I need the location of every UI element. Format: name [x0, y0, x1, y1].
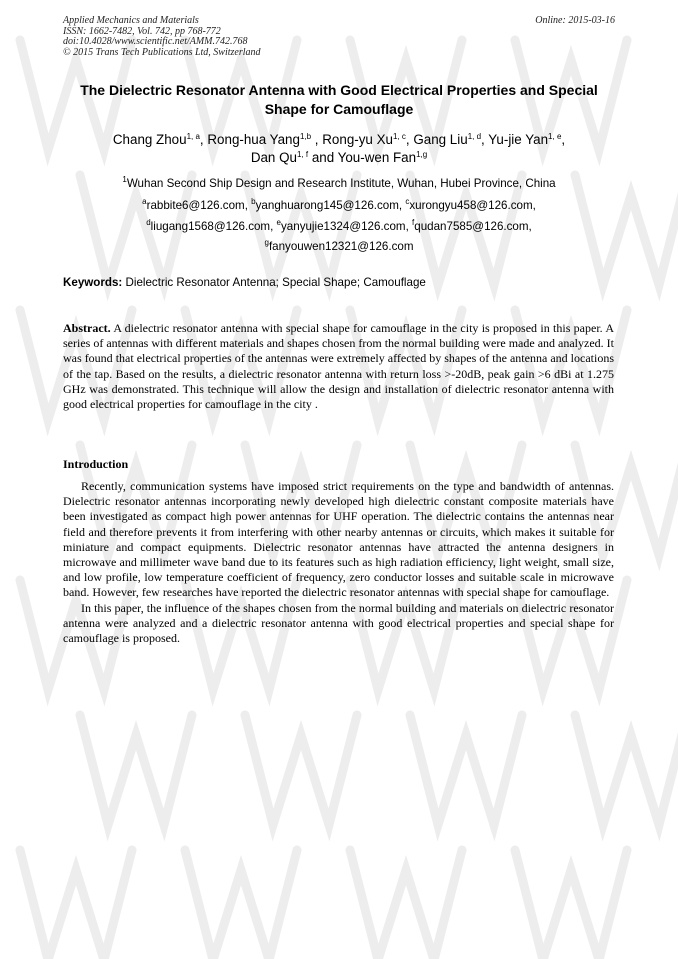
intro-paragraph: In this paper, the influence of the shapes chosen from the normal building and materials on dielectric resonator antenna were analyzed and a dielectric resonator antenna with good electrical properties and special shape for camouflage is proposed.	[63, 600, 614, 646]
email-text: qudan7585@126.com,	[414, 219, 532, 233]
watermark-stroke	[515, 850, 627, 959]
email-mark: a	[142, 197, 147, 206]
journal-name: Applied Mechanics and Materials	[63, 15, 199, 26]
author-name: Rong-yu Xu	[322, 132, 393, 147]
email-address[interactable]	[251, 199, 402, 212]
watermark-stroke	[185, 850, 297, 959]
author-affiliation-mark: 1, d	[467, 132, 482, 141]
abstract-label: Abstract.	[63, 321, 111, 335]
email-mark: c	[405, 197, 410, 206]
email-address[interactable]	[405, 199, 536, 212]
email-mark: e	[276, 217, 281, 227]
email-text: yanyujie1324@126.com,	[281, 219, 409, 233]
issn-line: ISSN: 1662-7482, Vol. 742, pp 768-772	[63, 25, 221, 37]
author-name: Yu-jie Yan	[488, 132, 549, 147]
introduction-body	[63, 479, 614, 646]
author-separator: ,	[481, 132, 489, 147]
author-list	[55, 131, 623, 167]
email-address[interactable]	[264, 240, 413, 253]
author-separator: ,	[405, 132, 414, 147]
section-heading-introduction: Introduction	[63, 457, 129, 471]
email-text: xurongyu458@126.com,	[409, 199, 536, 212]
paper-title: The Dielectric Resonator Antenna with Good Electrical Properties and Special Shape for Camouflage	[80, 82, 598, 117]
author-affiliation-mark: 1, f	[296, 150, 309, 159]
watermark-stroke	[350, 850, 462, 959]
email-text: fanyouwen12321@126.com	[268, 240, 414, 254]
email-list	[63, 196, 615, 258]
keywords	[63, 275, 615, 290]
email-row	[63, 237, 615, 258]
email-mark: b	[251, 197, 256, 206]
online-date: Online: 2015-03-16	[535, 15, 615, 26]
email-address[interactable]	[146, 217, 274, 233]
keywords-label: Keywords:	[63, 276, 123, 289]
watermark-stroke	[20, 850, 132, 959]
watermark-stroke	[575, 715, 678, 825]
watermark-stroke	[245, 715, 357, 825]
intro-paragraph: Recently, communication systems have imposed strict requirements on the type and bandwidth of antennas. Dielectric resonator antennas incorporating newly developed high dielectric constant composite materials have been investigated as compact high power antennas for UHF operation. The dielectric contains the antennas near field and therefore prevents it from interfering with other nearby antennas or circuits, which makes it suitable for miniature and compact equipments. Dielectric resonator antennas have attracted the antenna designers in microwave and millimeter wave band due to its features such as high radiation efficiency, light weight, small size, and low profile, low temperature coefficient of frequency, zero conductor losses and suitable scale in microwave band. However, few researches have reported the dielectric resonator antennas with special shape for camouflage.	[63, 479, 614, 600]
email-text: yanghuarong145@126.com,	[255, 199, 403, 212]
author-affiliation-mark: 1, a	[186, 132, 200, 141]
author-separator: ,	[199, 132, 208, 147]
author-affiliation-mark: 1, e	[548, 132, 562, 141]
author-affiliation-mark: 1,b	[299, 132, 312, 141]
author-separator: ,	[561, 132, 566, 147]
author-name: Chang Zhou	[112, 132, 187, 147]
email-row	[63, 217, 615, 238]
email-address[interactable]	[142, 199, 248, 212]
email-address[interactable]	[412, 217, 532, 233]
email-address[interactable]	[276, 217, 409, 233]
email-mark: g	[264, 238, 269, 248]
author-name: You-wen Fan	[337, 150, 417, 165]
affiliation	[63, 176, 615, 191]
copyright-line: © 2015 Trans Tech Publications Ltd, Switzerland	[63, 46, 261, 58]
abstract-text: A dielectric resonator antenna with special shape for camouflage in the city is proposed in this paper. A series of antennas with different materials and shapes chosen from the normal building were made and analyzed. It was found that electrical properties of the antennas were extremely affected by shapes of the antenna and locations of the tap. Based on the results, a dielectric resonator antenna with return loss >-20dB, peak gain >6 dBi at 1.275 GHz was demonstrated. This technique will allow the design and installation of dielectric resonator antenna with good electrical properties for camouflage in the city .	[63, 321, 614, 412]
author-separator: ,	[311, 132, 323, 147]
watermark-stroke	[80, 715, 192, 825]
email-row	[63, 196, 615, 217]
affiliation-text: Wuhan Second Ship Design and Research Institute, Wuhan, Hubei Province, China	[126, 177, 556, 190]
email-mark: f	[412, 217, 415, 227]
author-separator: and	[308, 150, 338, 165]
email-mark: d	[146, 217, 151, 227]
author-name: Dan Qu	[250, 150, 297, 165]
author-affiliation-mark: 1,g	[416, 150, 428, 159]
author-affiliation-mark: 1, c	[392, 132, 406, 141]
publication-info	[63, 16, 261, 58]
watermark-stroke	[410, 715, 522, 825]
keywords-text: Dielectric Resonator Antenna; Special Shape; Camouflage	[125, 276, 426, 289]
author-name: Gang Liu	[413, 132, 468, 147]
affiliation-mark: 1	[122, 175, 127, 184]
email-text: liugang1568@126.com,	[150, 219, 274, 233]
author-name: Rong-hua Yang	[207, 132, 300, 147]
doi-link[interactable]: doi:10.4028/www.scientific.net/AMM.742.768	[63, 36, 248, 48]
abstract	[63, 321, 614, 412]
email-text: rabbite6@126.com,	[146, 199, 248, 212]
